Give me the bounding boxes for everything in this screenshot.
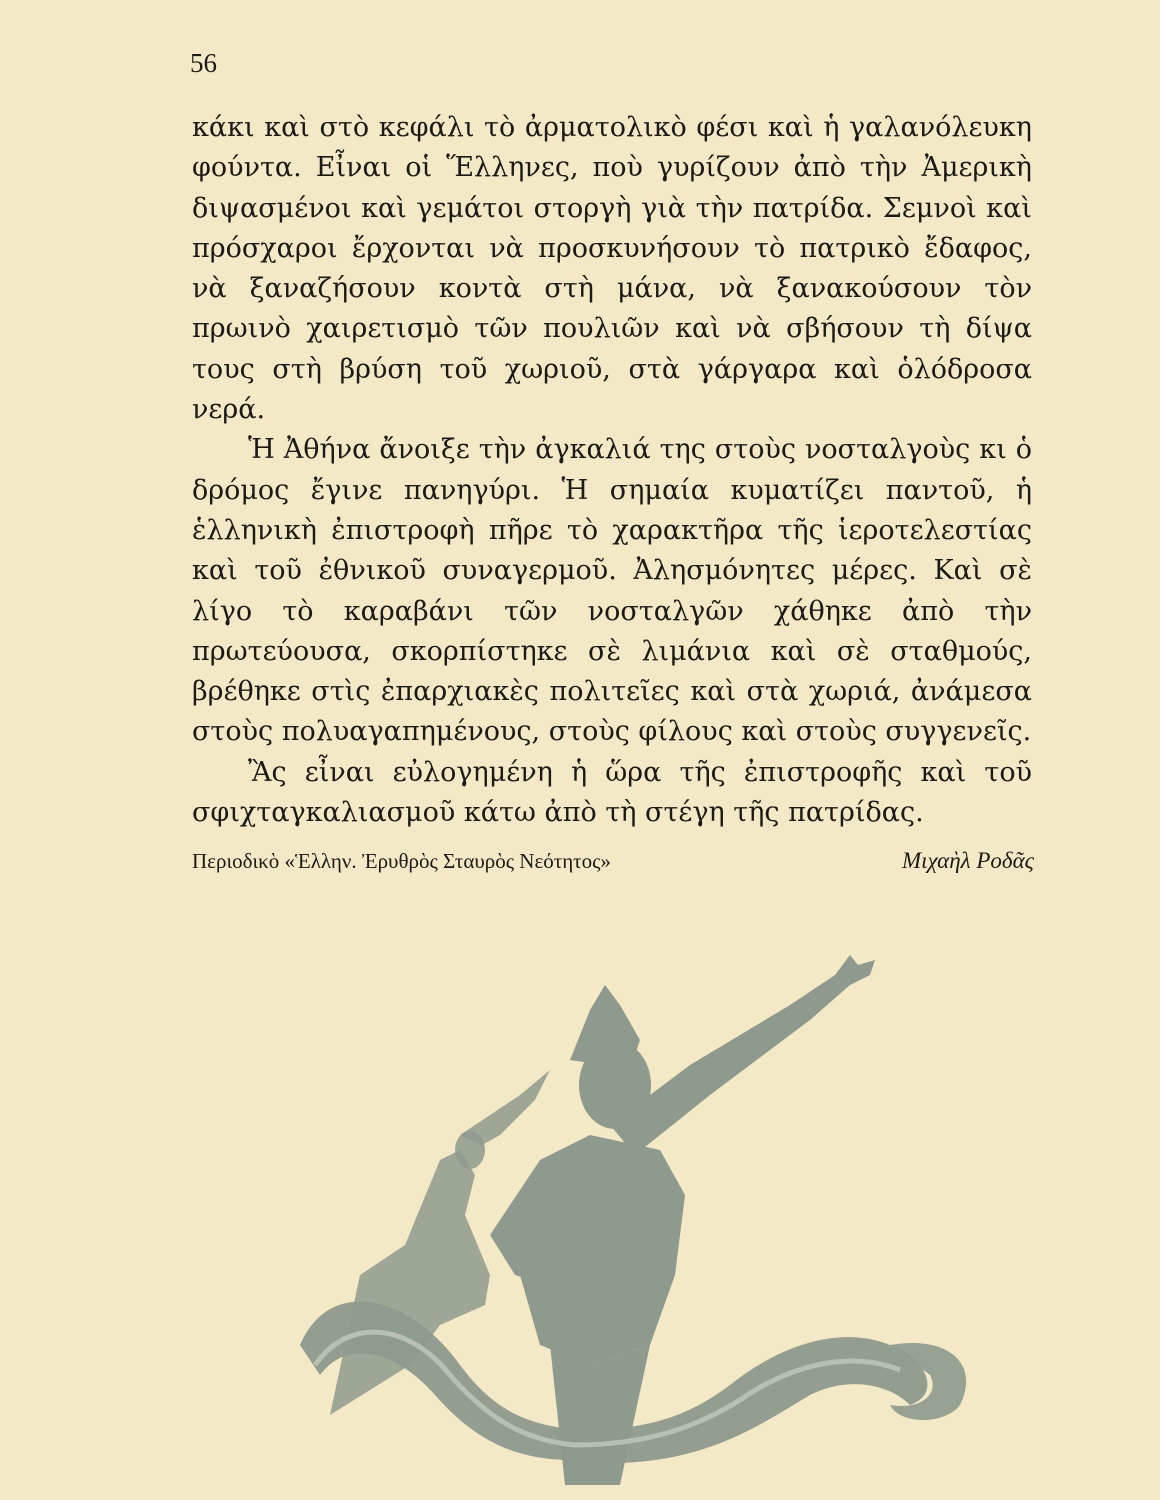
girl-hair bbox=[460, 1070, 550, 1145]
paragraph-1: κάκι καὶ στὸ κεφάλι τὸ ἀρματολικὸ φέσι καὶ ἡ γαλανόλευκη φούντα. Εἶναι οἱ Ἕλληνες, ποὺ γυρίζουν ἀπὸ τὴν Ἀμερικὴ διψασμένοι καὶ γεμάτοι στοργὴ γιὰ τὴν πατρίδα. Σεμνοὶ καὶ πρόσχαροι ἔρχονται νὰ προσκυνήσουν τὸ πατρικὸ ἔδαφος, νὰ ξαναζήσουν κοντὰ στὴ μάνα, νὰ ξανακούσουν τὸν πρωινὸ χαιρετισμὸ τῶν πουλιῶν καὶ νὰ σβήσουν τὴ δίψα τους στὴ βρύση τοῦ χωριοῦ, στὰ γάργαρα καὶ ὁλόδροσα νερά. bbox=[192, 112, 1032, 426]
paragraph-2: Ἡ Ἀθήνα ἄνοιξε τὴν ἀγκαλιά της στοὺς νοσταλγοὺς κι ὁ δρόμος ἔγινε πανηγύρι. Ἡ σημαία κυματίζει παντοῦ, ἡ ἑλληνικὴ ἐπιστροφὴ πῆρε τὸ χαρακτῆρα τῆς ἱεροτελεστίας καὶ τοῦ ἐθνικοῦ συναγερμοῦ. Ἀλησμόνητες μέρες. Καὶ σὲ λίγο τὸ καραβάνι τῶν νοσταλγῶν χάθηκε ἀπὸ τὴν πρωτεύουσα, σκορπίστηκε σὲ λιμάνια καὶ σὲ σταθμούς, βρέθηκε στὶς ἐπαρχιακὲς πολιτεῖες καὶ στὰ χωριά, ἀνάμεσα στοὺς πολυαγαπημένους, στοὺς φίλους καὶ στοὺς συγγενεῖς. bbox=[192, 434, 1032, 748]
boy-cap bbox=[570, 985, 640, 1063]
body-text bbox=[192, 108, 1032, 833]
boy-legs bbox=[550, 1345, 650, 1485]
boy-arm-raised bbox=[610, 955, 875, 1155]
footer bbox=[192, 848, 1034, 874]
author-name: Μιχαὴλ Ροδᾶς bbox=[901, 848, 1034, 873]
page-number: 56 bbox=[190, 48, 217, 78]
illustration bbox=[290, 945, 990, 1485]
source-citation: Περιοδικὸ «Ἑλλην. Ἐρυθρὸς Σταυρὸς Νεότητος» bbox=[192, 849, 611, 873]
paragraph-3: Ἂς εἶναι εὐλογημένη ἡ ὥρα τῆς ἐπιστροφῆς καὶ τοῦ σφιχταγκαλιασμοῦ κάτω ἀπὸ τὴ στέγη τῆς πατρίδας. bbox=[192, 756, 1032, 829]
